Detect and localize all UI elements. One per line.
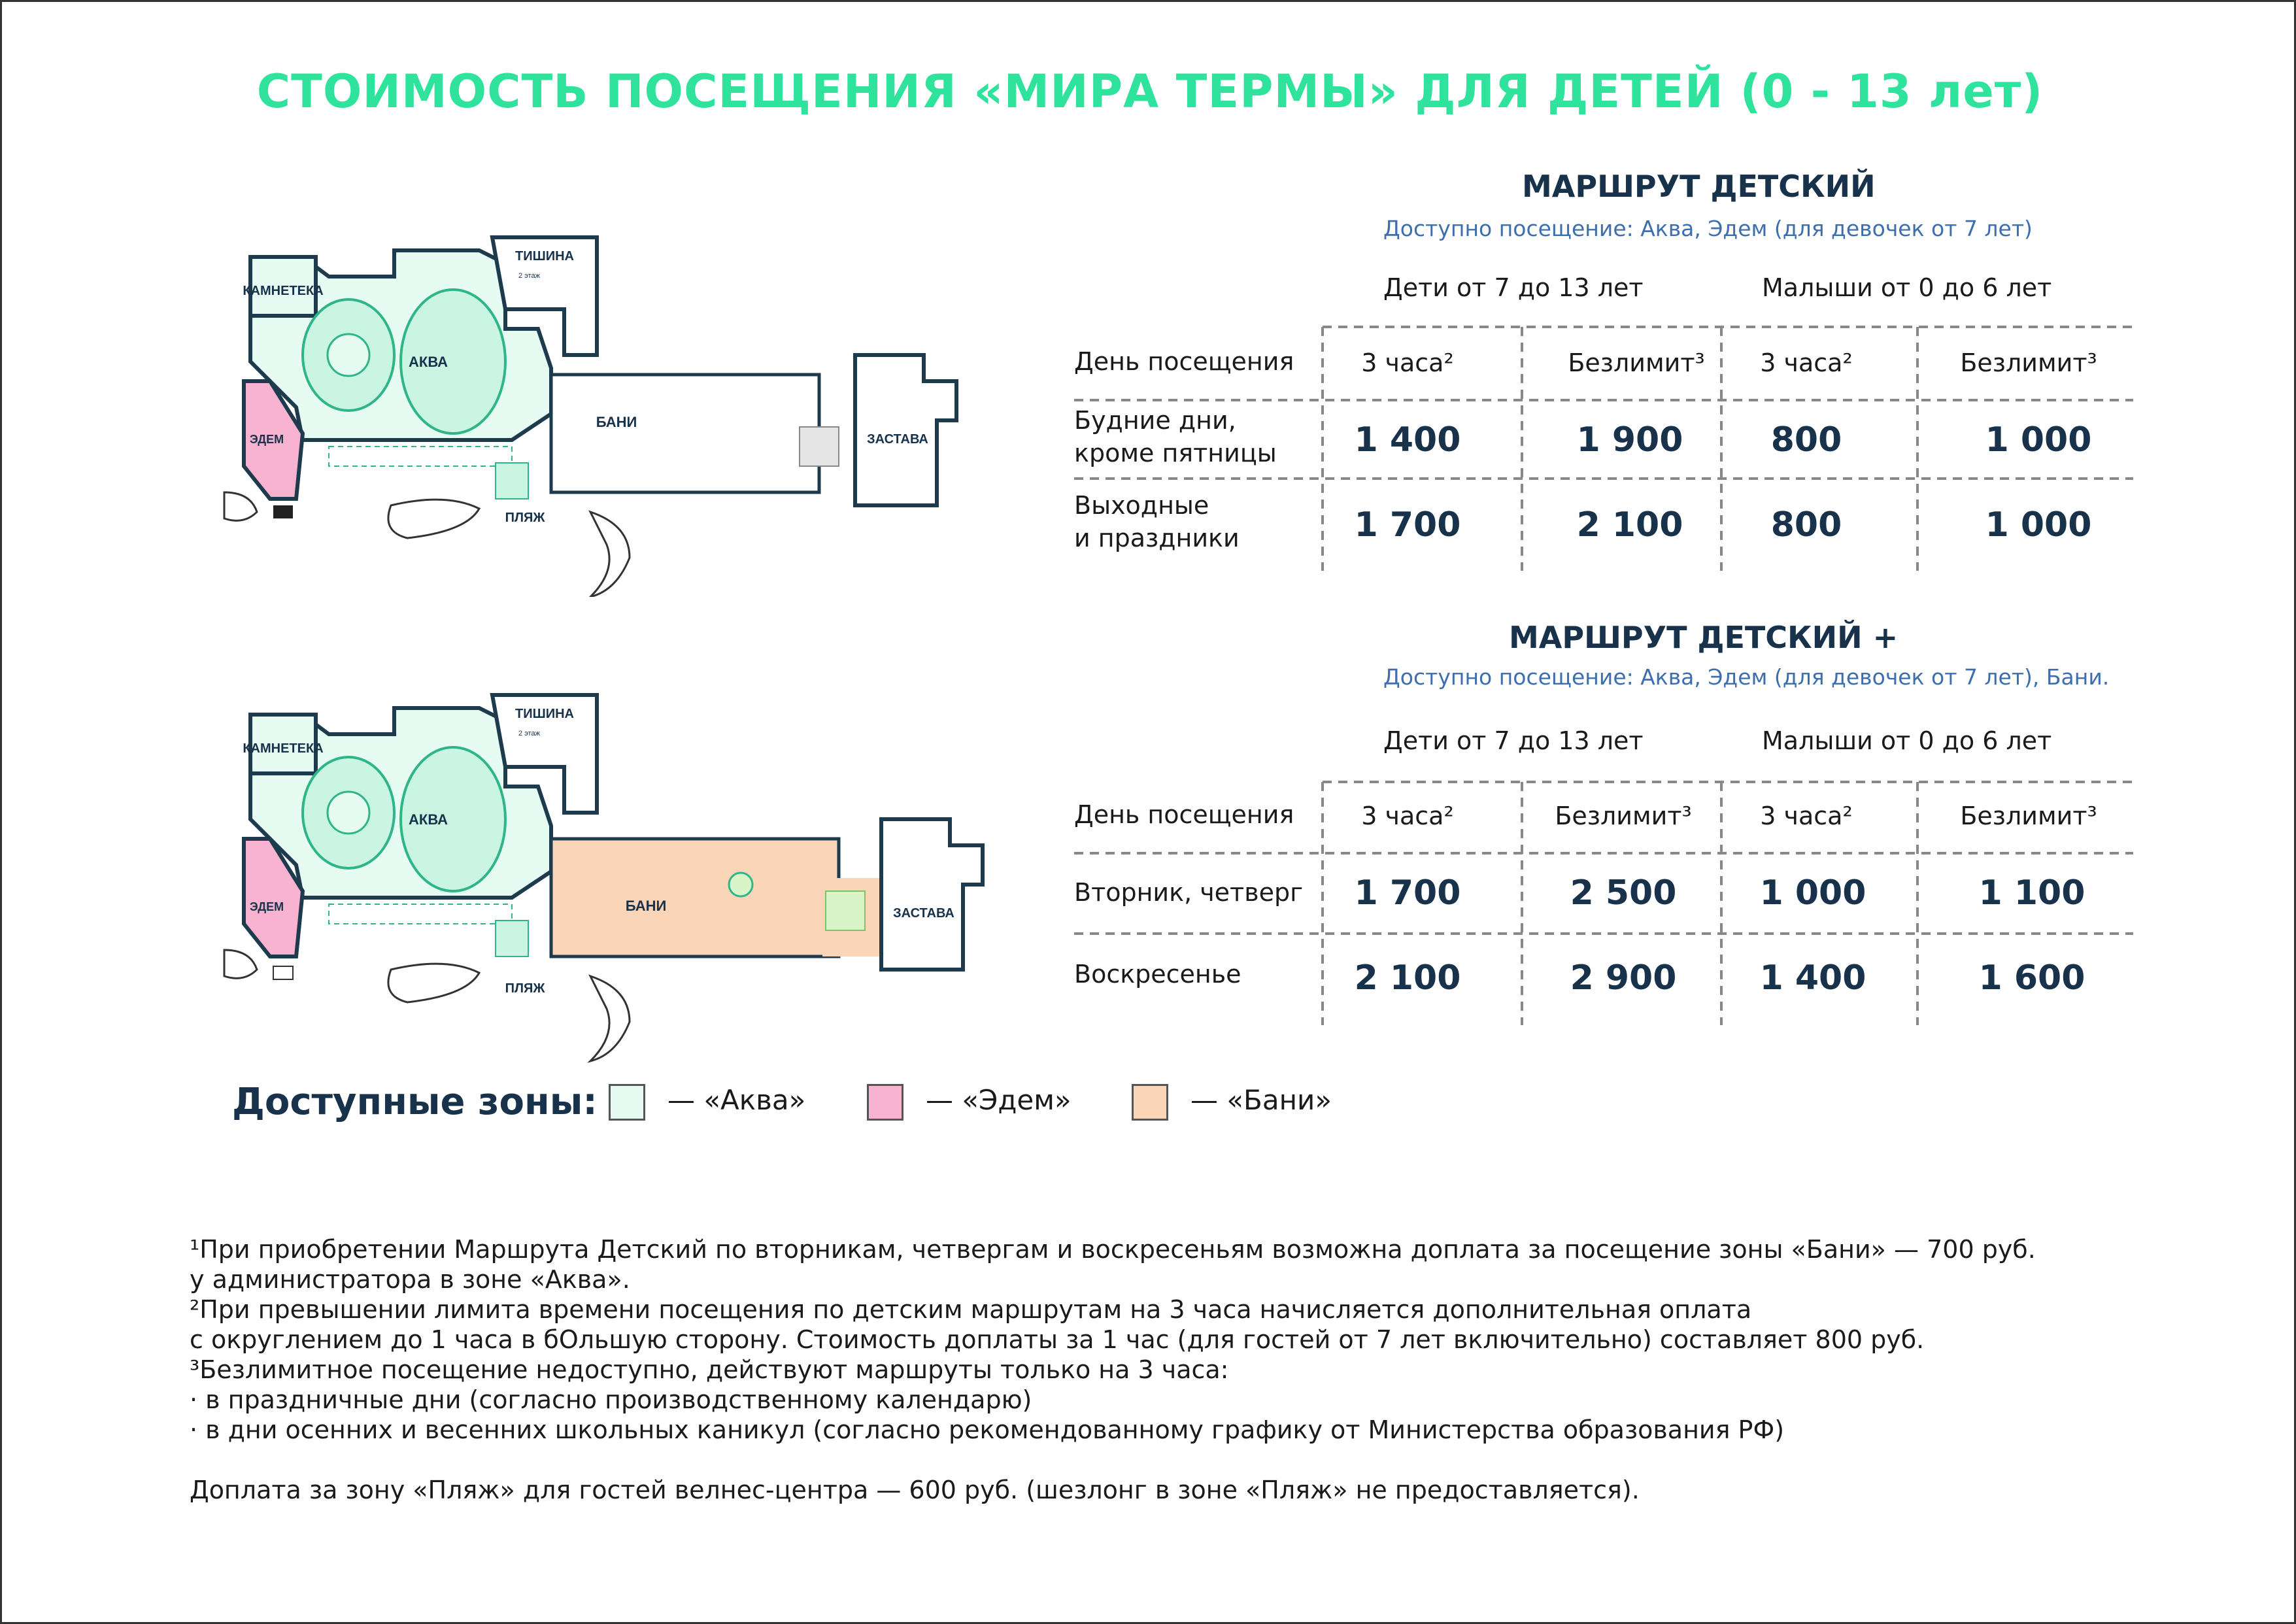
route-1-col-toddlers-unlim: Безлимит³	[1960, 348, 2097, 377]
map-label-kamneteka: КАМНЕТЕКА	[243, 284, 324, 298]
route-1-col-toddlers-3h: 3 часа²	[1760, 348, 1853, 377]
price-cell: 2 500	[1570, 873, 1677, 913]
price-cell: 1 400	[1759, 958, 1866, 998]
footnotes	[190, 1234, 2216, 1505]
legend-swatch-bani	[1132, 1084, 1168, 1121]
map-label-zastava: ЗАСТАВА	[867, 432, 928, 447]
price-cell: 1 900	[1576, 420, 1683, 460]
map-label-plyazh: ПЛЯЖ	[505, 511, 545, 525]
route-1-group-toddlers: Малыши от 0 до 6 лет	[1762, 273, 2052, 302]
map-label-tishina: ТИШИНА	[515, 249, 574, 263]
map-label-zastava: ЗАСТАВА	[893, 906, 954, 921]
route-2-day-header: День посещения	[1074, 800, 1294, 829]
footnote-line: · в праздничные дни (согласно производственному календарю)	[190, 1385, 1032, 1414]
legend-title: Доступные зоны:	[232, 1081, 598, 1123]
price-cell: 1 700	[1354, 873, 1461, 913]
map-label-tishina: ТИШИНА	[515, 707, 574, 721]
page-title: СТОИМОСТЬ ПОСЕЩЕНИЯ «МИРА ТЕРМЫ» ДЛЯ ДЕТЕЙ (0 - 13 лет)	[256, 65, 2044, 118]
row-label-line: и праздники	[1074, 524, 1240, 552]
footnote-line: ²При превышении лимита времени посещения по детским маршрутам на 3 часа начисляется дополнительная оплата	[190, 1295, 1752, 1324]
price-cell: 2 900	[1570, 958, 1677, 998]
price-cell: 2 100	[1354, 958, 1461, 998]
price-cell: 1 000	[1985, 420, 2092, 460]
price-cell: 2 100	[1576, 505, 1683, 545]
price-cell: 800	[1770, 420, 1842, 460]
row-label-line: Будние дни,	[1074, 406, 1236, 435]
price-cell: 1 600	[1978, 958, 2085, 998]
map-label-aqua: АКВА	[409, 811, 448, 828]
price-cell: 1 400	[1354, 420, 1461, 460]
price-cell: 800	[1770, 505, 1842, 545]
route-2-col-toddlers-3h: 3 часа²	[1760, 802, 1853, 830]
row-label-line: Вторник, четверг	[1074, 878, 1304, 907]
footnote-line: · в дни осенних и весенних школьных каникул (согласно рекомендованному графику от Министерства образования РФ)	[190, 1415, 1785, 1444]
legend-swatch-aqua	[609, 1084, 645, 1121]
footnote-line: ³Безлимитное посещение недоступно, действуют маршруты только на 3 часа:	[190, 1355, 1229, 1384]
route-2-col-kids-3h: 3 часа²	[1361, 802, 1454, 830]
map-label-plyazh: ПЛЯЖ	[505, 981, 545, 996]
footnote-line: с округлением до 1 часа в бОльшую сторону. Стоимость доплаты за 1 час (для гостей от 7 лет включительно) составляет 800 руб.	[190, 1325, 1925, 1354]
route-1-group-kids: Дети от 7 до 13 лет	[1383, 273, 1644, 302]
map-label-floor2: 2 этаж	[518, 272, 540, 280]
legend-swatch-edem	[867, 1084, 903, 1121]
route-1-title: МАРШРУТ ДЕТСКИЙ	[1522, 169, 1876, 204]
price-cell: 1 100	[1978, 873, 2085, 913]
footnote-line: у администратора в зоне «Аква».	[190, 1265, 630, 1294]
row-label-line: Выходные	[1074, 491, 1209, 520]
route-1-col-kids-unlim: Безлимит³	[1568, 348, 1705, 377]
route-2-group-kids: Дети от 7 до 13 лет	[1383, 726, 1644, 755]
map-label-edem: ЭДЕМ	[249, 900, 284, 913]
map-label-edem: ЭДЕМ	[249, 433, 284, 446]
map-label-bani: БАНИ	[625, 898, 667, 914]
route-1-col-kids-3h: 3 часа²	[1361, 348, 1454, 377]
route-2-title: МАРШРУТ ДЕТСКИЙ +	[1509, 620, 1899, 655]
route-2-group-toddlers: Малыши от 0 до 6 лет	[1762, 726, 2052, 755]
map-label-aqua: АКВА	[409, 354, 448, 370]
price-cell: 1 000	[1985, 505, 2092, 545]
legend-label-bani: — «Бани»	[1190, 1084, 1332, 1116]
route-1-day-header: День посещения	[1074, 347, 1294, 376]
map-label-kamneteka: КАМНЕТЕКА	[243, 741, 324, 756]
row-label-line: Воскресенье	[1074, 960, 1241, 989]
price-cell: 1 700	[1354, 505, 1461, 545]
row-label-line: кроме пятницы	[1074, 439, 1277, 467]
price-cell: 1 000	[1759, 873, 1866, 913]
route-1-subtitle: Доступно посещение: Аква, Эдем (для девочек от 7 лет)	[1383, 216, 2033, 241]
footnote-line: ¹При приобретении Маршрута Детский по вторникам, четвергам и воскресеньям возможна доплата за посещение зоны «Бани» — 700 руб.	[190, 1235, 2036, 1264]
route-2-col-kids-unlim: Безлимит³	[1555, 802, 1692, 830]
route-2-col-toddlers-unlim: Безлимит³	[1960, 802, 2097, 830]
map-label-bani: БАНИ	[596, 414, 637, 430]
legend-label-aqua: — «Аква»	[667, 1084, 806, 1116]
route-2-subtitle: Доступно посещение: Аква, Эдем (для девочек от 7 лет), Бани.	[1383, 664, 2110, 690]
beach-note: Доплата за зону «Пляж» для гостей велнес-центра — 600 руб. (шезлонг в зоне «Пляж» не предоставляется).	[190, 1476, 1640, 1504]
legend-label-edem: — «Эдем»	[926, 1084, 1072, 1116]
map-label-floor2: 2 этаж	[518, 730, 540, 737]
